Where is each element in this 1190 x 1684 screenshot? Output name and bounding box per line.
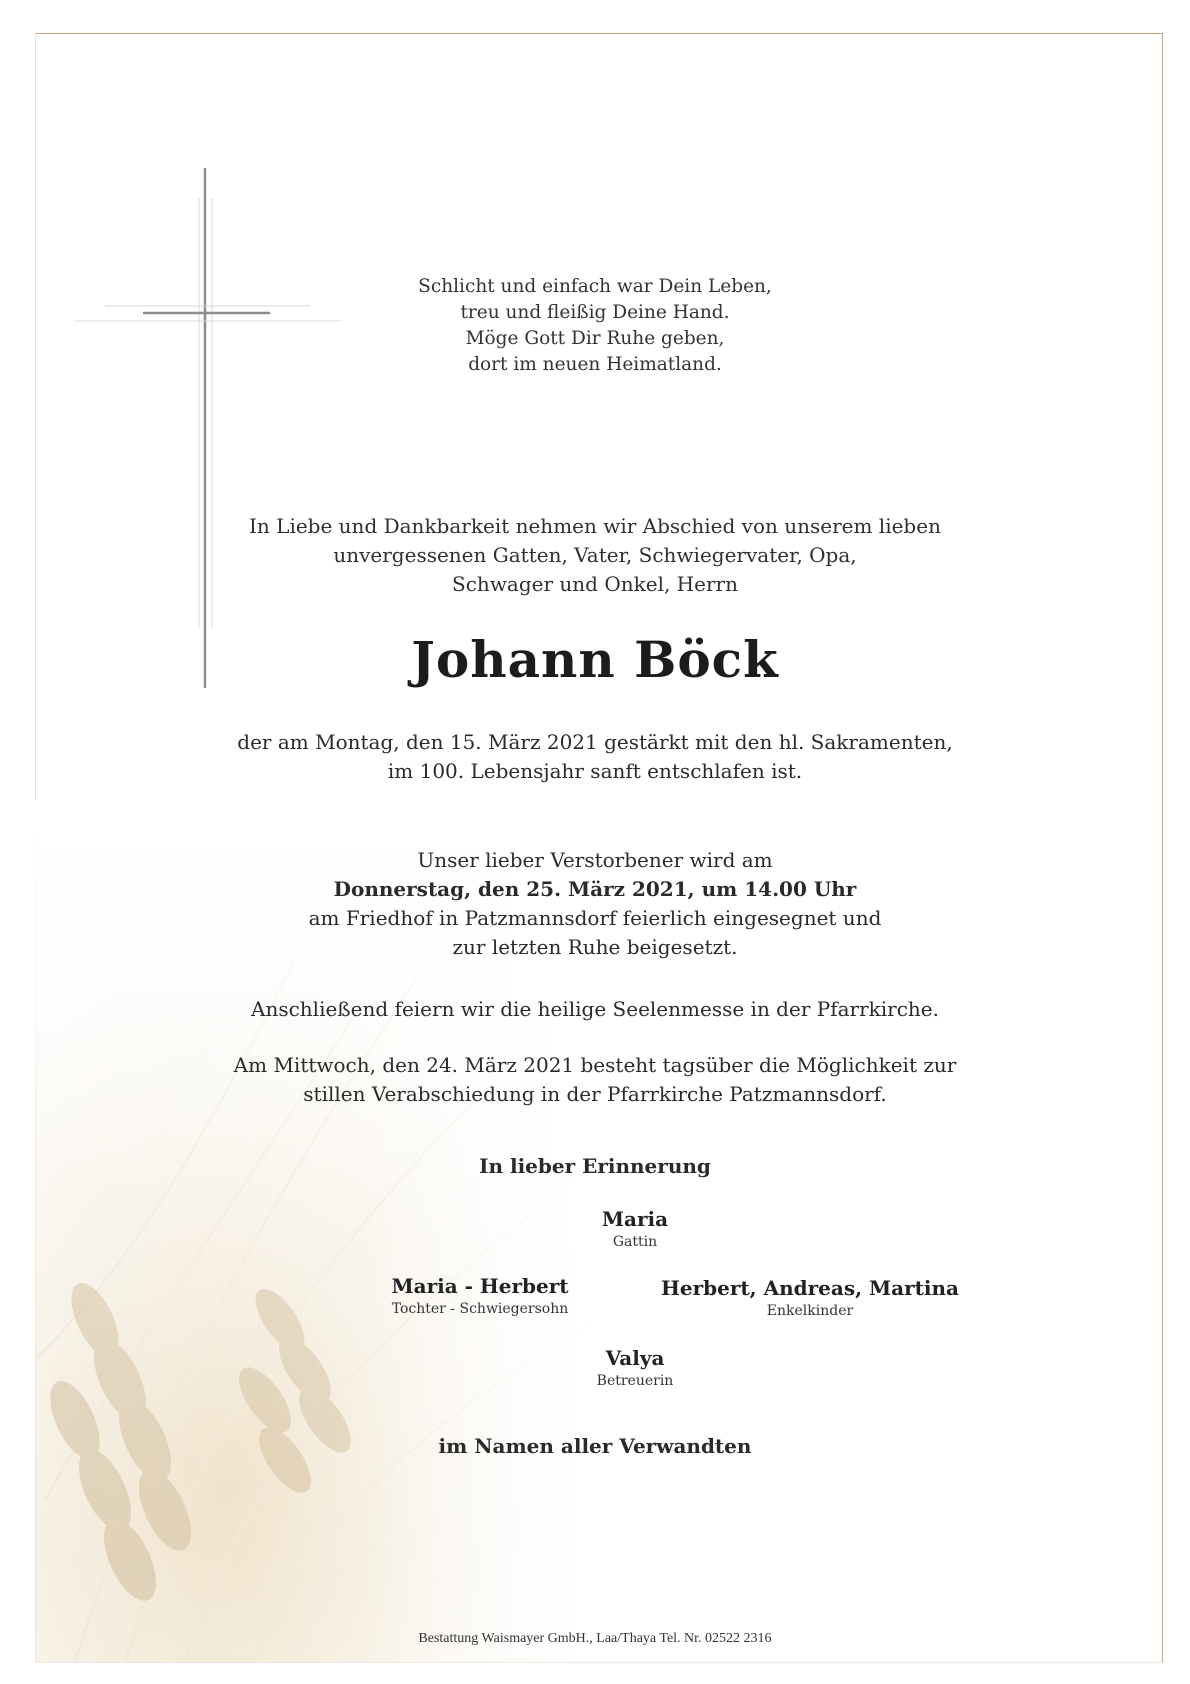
mourner-relation: Gattin [612, 1234, 658, 1250]
poem-line: Möge Gott Dir Ruhe geben, [465, 328, 725, 349]
mourner-name: Herbert, Andreas, Martina [661, 1276, 959, 1300]
mourner-name: Maria - Herbert [391, 1274, 569, 1298]
intro-line: unvergessenen Gatten, Vater, Schwiegervater, Opa, [333, 543, 857, 567]
mourner-caregiver [540, 1345, 730, 1391]
farewell-line: stillen Verabschiedung in der Pfarrkirche Patzmannsdorf. [303, 1082, 887, 1106]
funeral-date-time: Donnerstag, den 25. März 2021, um 14.00 Uhr [333, 877, 857, 901]
deceased-name: Johann Böck [411, 630, 779, 689]
funeral-line: zur letzten Ruhe beigesetzt. [452, 935, 738, 959]
poem [0, 274, 1190, 378]
death-notice [0, 728, 1190, 786]
death-notice-line: im 100. Lebensjahr sanft entschlafen ist. [387, 759, 803, 783]
poem-line: dort im neuen Heimatland. [468, 354, 722, 375]
mourner-relation: Betreuerin [596, 1373, 674, 1389]
funeral-line: am Friedhof in Patzmannsdorf feierlich eingesegnet und [308, 906, 882, 930]
mourner-spouse [540, 1206, 730, 1252]
intro-line: Schwager und Onkel, Herrn [452, 572, 738, 596]
funeral-home-footer: Bestattung Waismayer GmbH., Laa/Thaya Tel. Nr. 02522 2316 [418, 1631, 772, 1646]
farewell-line: Am Mittwoch, den 24. März 2021 besteht tagsüber die Möglichkeit zur [233, 1053, 957, 1077]
family-closing: im Namen aller Verwandten [438, 1434, 752, 1458]
mourner-name: Maria [601, 1207, 669, 1231]
funeral-details [0, 846, 1190, 962]
cross-icon [75, 168, 345, 688]
funeral-line: Unser lieber Verstorbener wird am [417, 848, 773, 872]
death-notice-line: der am Montag, den 15. März 2021 gestärkt mit den hl. Sakramenten, [237, 730, 953, 754]
poem-line: Schlicht und einfach war Dein Leben, [418, 276, 772, 297]
farewell-notice [0, 1051, 1190, 1109]
mourner-grandchildren [620, 1275, 1000, 1321]
intro-line: In Liebe und Dankbarkeit nehmen wir Abschied von unserem lieben [249, 514, 941, 538]
poem-line: treu und fleißig Deine Hand. [460, 302, 730, 323]
mourner-relation: Tochter - Schwiegersohn [391, 1301, 569, 1317]
mourner-relation: Enkelkinder [766, 1303, 854, 1319]
mass-notice: Anschließend feiern wir die heilige Seelenmesse in der Pfarrkirche. [251, 997, 939, 1021]
mourner-daughter [310, 1273, 650, 1319]
farewell-intro [0, 512, 1190, 599]
memory-heading: In lieber Erinnerung [479, 1154, 711, 1178]
mourner-name: Valya [605, 1346, 665, 1370]
